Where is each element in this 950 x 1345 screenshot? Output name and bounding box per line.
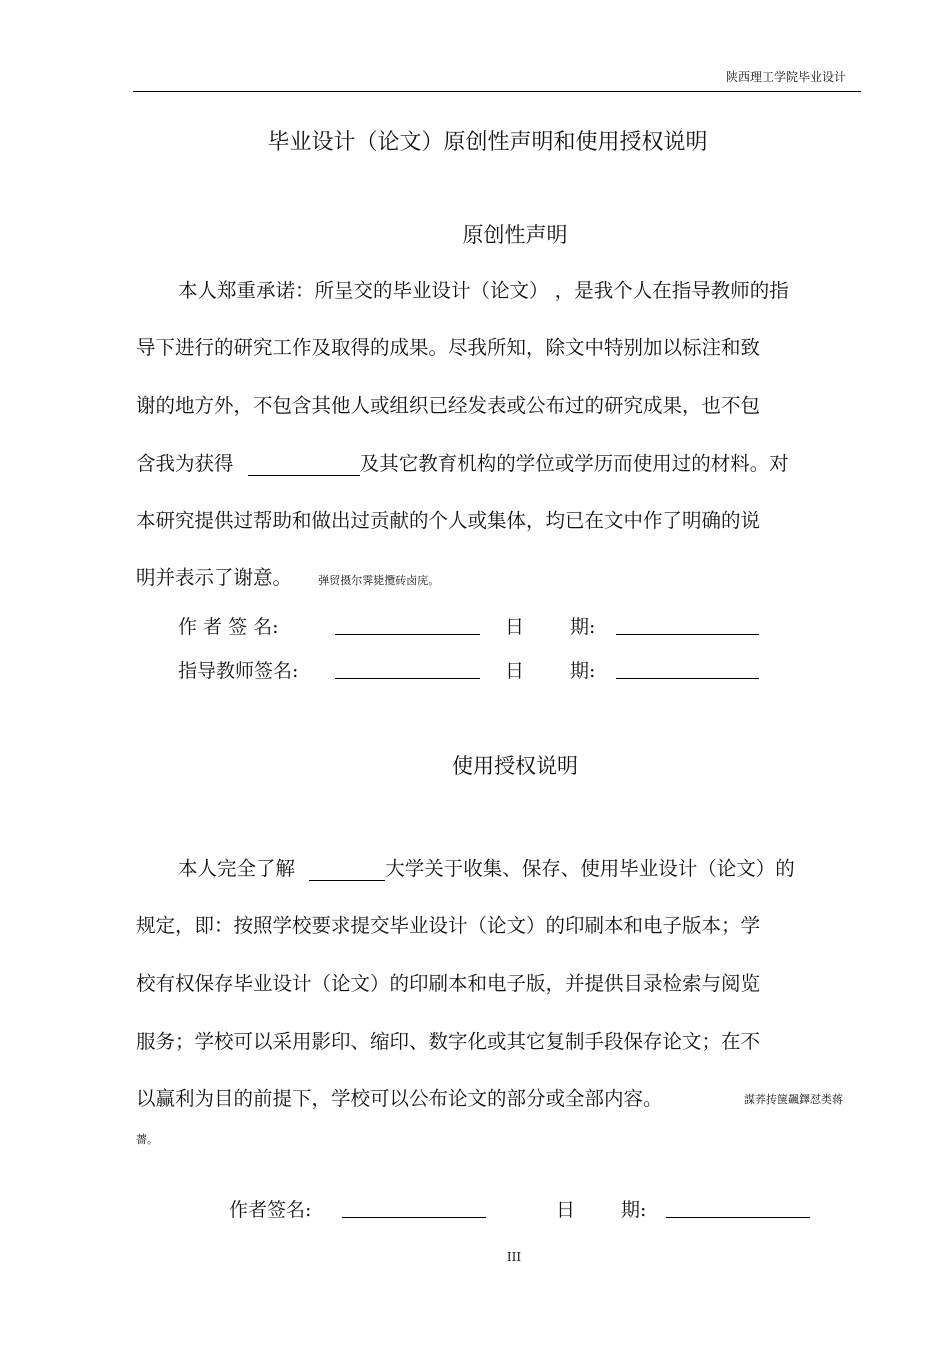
authorization-line-2: 规定，即：按照学校要求提交毕业设计（论文）的印刷本和电子版本；学 — [136, 914, 761, 937]
authorization-author-sign-line — [342, 1217, 486, 1218]
page-header: 陕西理工学院毕业设计 — [725, 70, 846, 84]
garbled-text-2: 謀荞抟箧飆鐸怼类蒋 — [744, 1093, 843, 1106]
advisor-date-line — [616, 678, 759, 679]
authorization-line-3: 校有权保存毕业设计（论文）的印刷本和电子版，并提供目录检索与阅览 — [136, 972, 761, 995]
authorization-date-char-2: 期: — [621, 1199, 647, 1221]
authorization-line-4: 服务；学校可以采用影印、缩印、数字化或其它复制手段保存论文；在不 — [136, 1030, 761, 1053]
advisor-date-label-char-1: 日 — [505, 660, 525, 682]
garbled-text: 弹贸摄尔霁毙攬砖卤庑。 — [318, 574, 440, 587]
originality-line-4-suffix: 及其它教育机构的学位或学历而使用过的材料。对 — [359, 452, 789, 475]
authorization-line-5: 以赢利为目的前提下，学校可以公布论文的部分或全部内容。 — [136, 1087, 663, 1110]
degree-blank — [248, 455, 360, 476]
author-sign-label: 作 者 签 名: — [178, 616, 279, 638]
authorization-heading: 使用授权说明 — [452, 754, 578, 778]
date-label-char-1: 日 — [505, 616, 525, 638]
authorization-author-sign-label: 作者签名: — [229, 1199, 312, 1221]
author-sign-line — [335, 634, 480, 635]
authorization-line-1-suffix: 大学关于收集、保存、使用毕业设计（论文）的 — [385, 857, 795, 880]
authorization-line-1-prefix: 本人完全了解 — [178, 857, 296, 880]
originality-line-6-text: 明并表示了谢意。 — [136, 566, 293, 589]
originality-line-3: 谢的地方外，不包含其他人或组织已经发表或公布过的研究成果，也不包 — [136, 394, 761, 417]
advisor-sign-label: 指导教师签名: — [178, 660, 299, 682]
originality-line-1: 本人郑重承诺：所呈交的毕业设计（论文） ，是我个人在指导教师的指 — [178, 279, 789, 302]
advisor-sign-line — [335, 678, 480, 679]
originality-line-4-prefix: 含我为获得 — [136, 452, 234, 475]
advisor-date-label-char-2: 期: — [570, 660, 596, 682]
author-date-line — [616, 634, 759, 635]
originality-line-6 — [136, 562, 439, 590]
originality-line-5: 本研究提供过帮助和做出过贡献的个人或集体，均已在文中作了明确的说 — [136, 509, 761, 532]
originality-line-4 — [136, 448, 789, 476]
originality-heading: 原创性声明 — [462, 223, 568, 247]
date-label-char-2: 期: — [570, 616, 596, 638]
authorization-date-line — [666, 1217, 810, 1218]
university-blank — [309, 860, 385, 881]
page-number: III — [506, 1250, 522, 1264]
header-divider — [133, 91, 861, 92]
garbled-text-3: 薔。 — [136, 1133, 158, 1146]
authorization-line-1 — [178, 853, 795, 881]
document-title: 毕业设计（论文）原创性声明和使用授权说明 — [267, 130, 708, 155]
originality-line-2: 导下进行的研究工作及取得的成果。尽我所知，除文中特别加以标注和致 — [136, 336, 761, 359]
authorization-date-char-1: 日 — [556, 1199, 576, 1221]
